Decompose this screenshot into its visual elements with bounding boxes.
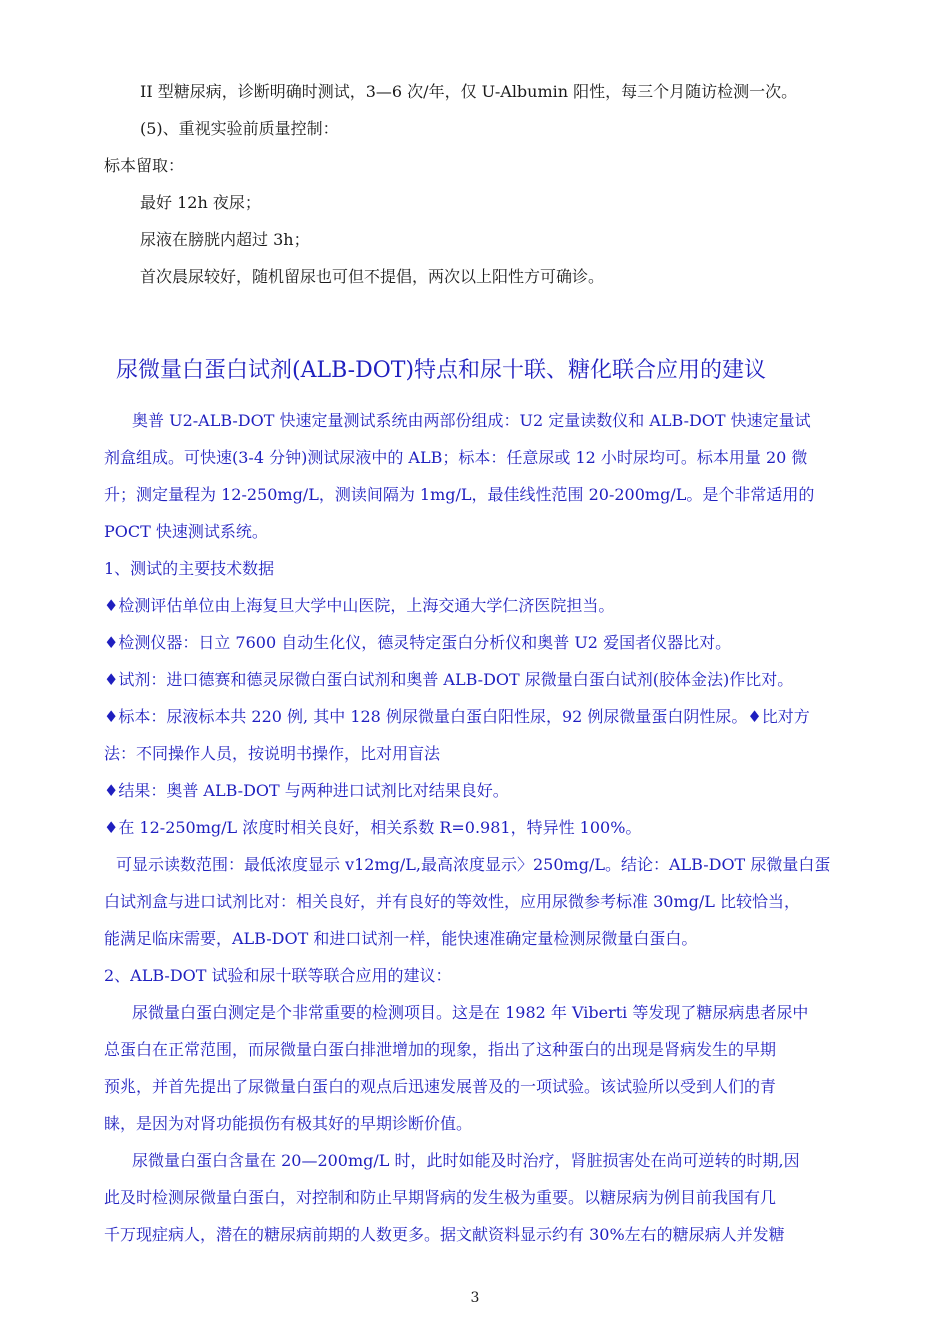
bullet-item: ♦试剂：进口德赛和德灵尿微白蛋白试剂和奥普 ALB-DOT 尿微量白蛋白试剂(胶体金法)作比对。 [104,670,794,689]
result-line: 白试剂盒与进口试剂比对：相关良好，并有良好的等效性，应用尿微参考标准 30mg/L 比较恰当， [104,892,800,911]
bullet-item: ♦在 12-250mg/L 浓度时相关良好，相关系数 R=0.981，特异性 100%。 [104,818,642,837]
intro-line: 升；测定量程为 12-250mg/L，测读间隔为 1mg/L，最佳线性范围 20-200mg/L。是个非常适用的 [104,485,815,504]
bullet-item: ♦标本：尿液标本共 220 例, 其中 128 例尿微量白蛋白阳性尿，92 例尿微量蛋白阴性尿。♦比对方 [104,707,810,726]
paragraph-line: 尿微量白蛋白含量在 20—200mg/L 时，此时如能及时治疗，肾脏损害处在尚可逆转的时期,因 [132,1151,800,1170]
paragraph-line: 尿微量白蛋白测定是个非常重要的检测项目。这是在 1982 年 Viberti 等发现了糖尿病患者尿中 [132,1003,809,1022]
paragraph-line: 总蛋白在正常范围，而尿微量白蛋白排泄增加的现象，指出了这种蛋白的出现是肾病发生的早期 [104,1040,777,1059]
bullet-item: 法：不同操作人员，按说明书操作，比对用盲法 [104,744,441,763]
section-title: 尿微量白蛋白试剂(ALB-DOT)特点和尿十联、糖化联合应用的建议 [116,358,767,383]
result-line: 可显示读数范围：最低浓度显示 v12mg/L,最高浓度显示〉250mg/L。结论：ALB-DOT 尿微量白蛋 [116,855,831,874]
text-line: 首次晨尿较好，随机留尿也可但不提倡，两次以上阳性方可确诊。 [140,267,605,286]
text-line: 尿液在膀胱内超过 3h； [140,230,310,249]
intro-line: 剂盒组成。可快速(3-4 分钟)测试尿液中的 ALB；标本：任意尿或 12 小时尿均可。标本用量 20 微 [104,448,808,467]
paragraph-line: 千万现症病人，潜在的糖尿病前期的人数更多。据文献资料显示约有 30%左右的糖尿病人并发糖 [104,1225,785,1244]
paragraph-line: 睐，是因为对肾功能损伤有极其好的早期诊断价值。 [104,1114,473,1133]
text-line: 最好 12h 夜尿； [140,193,261,212]
bullet-item: ♦检测仪器：日立 7600 自动生化仪，德灵特定蛋白分析仪和奥普 U2 爱国者仪器比对。 [104,633,732,652]
paragraph-line: 此及时检测尿微量白蛋白，对控制和防止早期肾病的发生极为重要。以糖尿病为例目前我国有几 [104,1188,777,1207]
bullet-item: ♦检测评估单位由上海复旦大学中山医院，上海交通大学仁济医院担当。 [104,596,615,615]
page-number: 3 [470,1290,480,1306]
text-line: (5)、重视实验前质量控制： [140,119,339,138]
bullet-item: ♦结果：奥普 ALB-DOT 与两种进口试剂比对结果良好。 [104,781,509,800]
text-line: 标本留取： [104,156,185,175]
intro-line: POCT 快速测试系统。 [104,522,268,541]
subheading-1: 1、测试的主要技术数据 [104,559,275,578]
paragraph-line: 预兆，并首先提出了尿微量白蛋白的观点后迅速发展普及的一项试验。该试验所以受到人们的青 [104,1077,777,1096]
subheading-2: 2、ALB-DOT 试验和尿十联等联合应用的建议： [104,966,452,985]
intro-line: 奥普 U2-ALB-DOT 快速定量测试系统由两部份组成：U2 定量读数仪和 ALB-DOT 快速定量试 [132,411,811,430]
result-line: 能满足临床需要，ALB-DOT 和进口试剂一样，能快速准确定量检测尿微量白蛋白。 [104,929,698,948]
text-line: II 型糖尿病，诊断明确时测试，3—6 次/年，仅 U-Albumin 阳性，每三个月随访检测一次。 [140,82,798,101]
